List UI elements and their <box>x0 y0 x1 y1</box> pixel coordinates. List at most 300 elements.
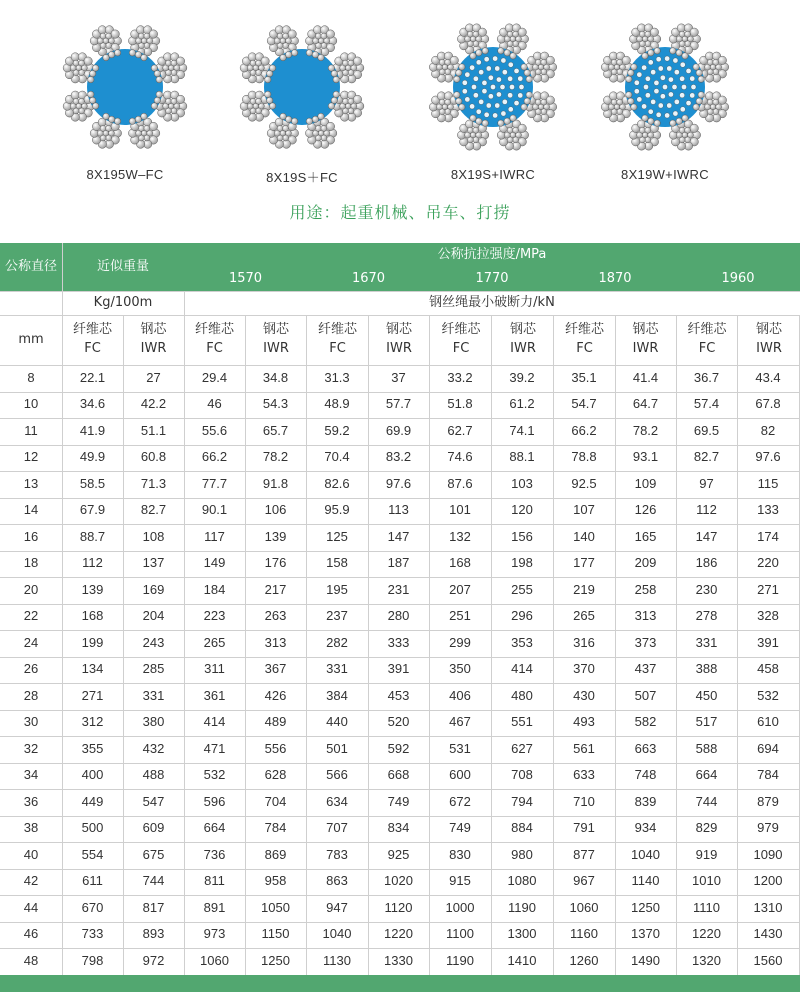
core-wire <box>645 93 650 98</box>
core-wire <box>643 84 648 89</box>
value-cell: 67.9 <box>79 502 106 518</box>
value-cell: 672 <box>449 793 471 809</box>
wire <box>526 76 532 82</box>
wire <box>253 65 259 71</box>
value-cell: 588 <box>695 740 718 756</box>
wire <box>291 50 297 56</box>
value-cell: 83.2 <box>385 449 412 465</box>
value-cell: 34.8 <box>262 369 289 385</box>
header-mm: mm <box>18 331 44 347</box>
value-cell: 312 <box>81 714 104 730</box>
column-divider <box>737 315 738 975</box>
core-wire <box>674 99 679 104</box>
fiber-core-label: 纤维芯 <box>72 322 112 338</box>
diameter-cell: 12 <box>23 449 39 465</box>
wire <box>103 130 109 136</box>
core-wire <box>637 72 642 77</box>
wire <box>280 113 286 119</box>
core-wire <box>642 65 647 70</box>
core-wire <box>634 80 639 85</box>
diameter-cell: 8 <box>27 369 35 385</box>
wire <box>454 92 460 98</box>
wire <box>622 56 630 64</box>
table-row <box>0 895 800 922</box>
wire <box>614 64 620 70</box>
value-cell: 31.3 <box>324 369 350 385</box>
value-cell: 520 <box>387 714 410 730</box>
wire <box>114 118 120 124</box>
wire <box>135 116 141 122</box>
wire <box>470 53 476 59</box>
value-cell: 199 <box>81 634 104 650</box>
value-cell: 91.8 <box>262 475 289 491</box>
core <box>87 49 163 125</box>
value-cell: 156 <box>511 528 533 544</box>
diameter-cell: 40 <box>23 846 39 862</box>
value-cell: 430 <box>573 687 595 703</box>
wire <box>156 76 162 82</box>
wire <box>510 53 516 59</box>
column-divider <box>491 315 492 975</box>
fiber-core-code: FC <box>452 341 470 356</box>
value-cell: 561 <box>573 740 595 756</box>
diameter-cell: 10 <box>23 396 39 412</box>
wire <box>459 64 465 70</box>
rope-8x19s-fc <box>222 12 382 192</box>
row-divider <box>0 895 800 896</box>
steel-core-code: IWR <box>632 341 659 356</box>
rope-8x19w-iwrc <box>585 12 745 192</box>
header-fiber-core <box>430 315 492 365</box>
value-cell: 1080 <box>507 873 537 889</box>
diameter-cell: 44 <box>23 899 39 915</box>
value-cell: 744 <box>142 873 165 889</box>
value-cell: 566 <box>326 767 348 783</box>
value-cell: 101 <box>449 502 471 518</box>
wire <box>345 65 351 71</box>
wire <box>141 38 147 44</box>
value-cell: 230 <box>695 581 718 597</box>
value-cell: 749 <box>387 793 410 809</box>
value-cell: 97.6 <box>385 475 412 491</box>
value-cell: 43.4 <box>755 369 781 385</box>
steel-core-label: 钢芯 <box>262 322 289 338</box>
value-cell: 33.2 <box>447 369 473 385</box>
wire <box>442 104 448 110</box>
value-cell: 551 <box>511 714 533 730</box>
row-divider <box>0 683 800 684</box>
value-cell: 36.7 <box>693 369 720 385</box>
value-cell: 22.1 <box>79 369 106 385</box>
diameter-cell: 46 <box>23 926 39 942</box>
fiber-core-label: 纤维芯 <box>194 322 234 338</box>
value-cell: 480 <box>511 687 533 703</box>
value-cell: 70.4 <box>324 449 350 465</box>
value-cell: 61.2 <box>509 396 535 412</box>
value-cell: 1560 <box>753 952 783 968</box>
core-wire <box>486 103 491 108</box>
value-cell: 972 <box>142 952 165 968</box>
core-wire <box>465 72 470 77</box>
value-cell: 784 <box>264 820 287 836</box>
table-row <box>0 577 800 604</box>
wire <box>84 57 92 65</box>
column-divider <box>123 315 124 975</box>
value-cell: 817 <box>142 899 165 915</box>
core-wire <box>495 103 500 108</box>
wire <box>690 124 698 132</box>
value-cell: 66.2 <box>201 449 228 465</box>
value-cell: 1220 <box>384 926 413 942</box>
wire <box>476 50 482 56</box>
core-wire <box>642 104 647 109</box>
header-fiber-core <box>554 315 615 365</box>
value-cell: 532 <box>757 687 779 703</box>
row-divider <box>0 630 800 631</box>
header-strength-group <box>184 243 800 291</box>
wire <box>141 54 147 60</box>
core-wire <box>482 89 487 94</box>
wire <box>524 70 530 76</box>
column-divider <box>184 291 185 315</box>
wire <box>470 115 476 121</box>
value-cell: 493 <box>573 714 595 730</box>
value-cell: 62.7 <box>447 422 473 438</box>
value-cell: 350 <box>449 661 471 677</box>
row-divider <box>0 657 800 658</box>
value-cell: 391 <box>387 661 410 677</box>
rope-label: 8X19S＋FC <box>266 170 338 185</box>
value-cell: 450 <box>695 687 718 703</box>
value-cell: 219 <box>573 581 595 597</box>
table-row <box>0 736 800 763</box>
core-wire <box>473 76 478 81</box>
value-cell: 69.9 <box>385 422 412 438</box>
fiber-core-label: 纤维芯 <box>441 322 481 338</box>
rope-label: 8X19W+IWRC <box>621 167 709 182</box>
rope-cross-section-icon <box>418 12 568 162</box>
value-cell: 158 <box>326 555 348 571</box>
value-cell: 115 <box>757 475 779 491</box>
wire <box>470 132 476 138</box>
wire <box>526 92 532 98</box>
header-divider <box>0 291 800 292</box>
diameter-cell: 18 <box>23 555 39 571</box>
value-cell: 217 <box>264 581 287 597</box>
value-cell: 1260 <box>569 952 599 968</box>
fiber-core-code: FC <box>84 341 101 356</box>
value-cell: 748 <box>634 767 657 783</box>
value-cell: 934 <box>634 820 657 836</box>
wire <box>76 65 82 71</box>
core-wire <box>648 109 653 114</box>
wire <box>626 76 632 82</box>
value-cell: 255 <box>511 581 533 597</box>
value-cell: 237 <box>326 608 348 624</box>
value-cell: 27 <box>146 369 161 385</box>
wire <box>524 98 530 104</box>
value-cell: 664 <box>203 820 226 836</box>
value-cell: 980 <box>511 846 533 862</box>
wire <box>482 120 488 126</box>
value-cell: 830 <box>449 846 471 862</box>
table-row <box>0 657 800 684</box>
value-cell: 471 <box>203 740 226 756</box>
grade-1570: 1570 <box>228 270 263 286</box>
value-cell: 1160 <box>570 926 598 942</box>
row-divider <box>0 392 800 393</box>
value-cell: 794 <box>511 793 533 809</box>
table-row <box>0 816 800 843</box>
value-cell: 41.4 <box>632 369 659 385</box>
value-cell: 707 <box>326 820 348 836</box>
value-cell: 106 <box>264 502 287 518</box>
wire <box>149 122 157 130</box>
value-cell: 554 <box>81 846 104 862</box>
core-wire <box>654 80 659 85</box>
value-cell: 71.3 <box>140 475 167 491</box>
value-cell: 108 <box>142 528 165 544</box>
wire <box>518 28 526 36</box>
row-divider <box>0 551 800 552</box>
core-wire <box>484 57 489 62</box>
wire <box>510 132 516 138</box>
wire <box>318 54 324 60</box>
value-cell: 66.2 <box>571 422 597 438</box>
value-cell: 1020 <box>384 873 413 889</box>
value-cell: 1330 <box>384 952 413 968</box>
value-cell: 282 <box>326 634 348 650</box>
value-cell: 51.1 <box>140 422 167 438</box>
value-cell: 432 <box>142 740 165 756</box>
wire <box>538 64 544 70</box>
wire <box>682 115 688 121</box>
value-cell: 834 <box>387 820 410 836</box>
value-cell: 1190 <box>508 899 536 915</box>
rope-label: 8X195W–FC <box>86 167 164 182</box>
core-wire <box>665 113 670 118</box>
value-cell: 798 <box>81 952 104 968</box>
value-cell: 467 <box>449 714 471 730</box>
value-cell: 675 <box>142 846 165 862</box>
core-wire <box>645 76 650 81</box>
value-cell: 198 <box>511 555 533 571</box>
value-cell: 139 <box>81 581 104 597</box>
grade-row <box>184 267 800 291</box>
value-cell: 744 <box>695 793 718 809</box>
value-cell: 1140 <box>631 873 660 889</box>
value-cell: 1220 <box>692 926 721 942</box>
value-cell: 915 <box>449 873 471 889</box>
fiber-core-code: FC <box>698 341 716 356</box>
core-wire <box>637 97 642 102</box>
row-divider <box>0 445 800 446</box>
value-cell: 1130 <box>323 952 351 968</box>
wire <box>306 118 312 124</box>
value-cell: 209 <box>634 555 657 571</box>
grade-1960: 1960 <box>721 270 755 286</box>
wire <box>696 98 702 104</box>
steel-core-label: 钢芯 <box>385 322 412 338</box>
value-cell: 174 <box>757 528 779 544</box>
wire <box>476 118 482 124</box>
wire <box>176 95 184 103</box>
value-cell: 93.1 <box>632 449 659 465</box>
header-steel-core <box>368 315 430 365</box>
core-wire <box>476 60 481 65</box>
value-cell: 78.2 <box>262 449 289 465</box>
grade-1770: 1770 <box>475 270 509 286</box>
wire <box>682 132 688 138</box>
value-cell: 263 <box>264 608 287 624</box>
value-cell: 328 <box>757 608 779 624</box>
wire <box>510 36 516 42</box>
core-wire <box>484 112 489 117</box>
wire <box>631 104 637 110</box>
table-row <box>0 471 800 498</box>
value-cell: 48.9 <box>324 396 350 412</box>
value-cell: 39.2 <box>509 369 535 385</box>
diameter-cell: 11 <box>24 422 38 438</box>
value-cell: 57.7 <box>385 396 412 412</box>
value-cell: 299 <box>449 634 471 650</box>
header-steel-core <box>245 315 307 365</box>
core-wire <box>490 84 495 89</box>
wire <box>168 103 174 109</box>
table-row <box>0 418 800 445</box>
value-cell: 97 <box>699 475 714 491</box>
spec-table <box>0 243 800 975</box>
value-cell: 223 <box>203 608 226 624</box>
core-wire <box>482 80 487 85</box>
core-wire <box>674 70 679 75</box>
value-cell: 361 <box>203 687 226 703</box>
value-cell: 195 <box>326 581 348 597</box>
wire <box>654 120 660 126</box>
wire <box>650 28 658 36</box>
header-fiber-core <box>184 315 245 365</box>
value-cell: 458 <box>757 661 779 677</box>
header-steel-core <box>492 315 554 365</box>
core-wire <box>658 103 663 108</box>
wire <box>345 103 351 109</box>
value-cell: 531 <box>449 740 471 756</box>
wire <box>456 98 462 104</box>
value-cell: 1190 <box>446 952 474 968</box>
value-cell: 839 <box>634 793 657 809</box>
value-cell: 132 <box>449 528 471 544</box>
column-divider <box>245 315 246 975</box>
core-wire <box>680 93 685 98</box>
table-row <box>0 445 800 472</box>
header-steel-core <box>738 315 800 365</box>
row-divider <box>0 763 800 764</box>
wire <box>478 28 486 36</box>
diameter-cell: 48 <box>23 952 39 968</box>
blank-cell <box>0 291 62 315</box>
value-cell: 811 <box>204 873 225 889</box>
wire <box>103 113 109 119</box>
wire <box>670 120 676 126</box>
core-wire <box>462 80 467 85</box>
core-wire <box>686 68 691 73</box>
value-cell: 668 <box>387 767 410 783</box>
row-divider <box>0 365 800 366</box>
value-cell: 1250 <box>631 899 660 915</box>
value-cell: 296 <box>511 608 533 624</box>
value-cell: 271 <box>757 581 779 597</box>
wire <box>266 97 272 103</box>
wire <box>261 57 269 65</box>
fiber-core-label: 纤维芯 <box>564 322 604 338</box>
core-wire <box>479 70 484 75</box>
value-cell: 133 <box>757 502 779 518</box>
value-cell: 58.5 <box>79 475 106 491</box>
value-cell: 311 <box>204 661 225 677</box>
wire <box>92 65 98 71</box>
wire <box>710 64 716 70</box>
value-cell: 367 <box>264 661 287 677</box>
core-wire <box>509 84 514 89</box>
value-cell: 117 <box>204 528 225 544</box>
table-row <box>0 683 800 710</box>
usage-caption: 用途：起重机械、吊车、打捞 <box>289 203 511 222</box>
value-cell: 265 <box>573 608 595 624</box>
diameter-cell: 16 <box>23 528 39 544</box>
value-cell: 147 <box>387 528 410 544</box>
value-cell: 1490 <box>631 952 660 968</box>
core-wire <box>465 97 470 102</box>
value-cell: 78.8 <box>571 449 597 465</box>
value-cell: 112 <box>696 502 717 518</box>
value-cell: 271 <box>81 687 104 703</box>
core <box>264 49 340 125</box>
value-cell: 57.4 <box>693 396 720 412</box>
value-cell: 710 <box>573 793 595 809</box>
row-divider <box>0 577 800 578</box>
value-cell: 64.7 <box>632 396 659 412</box>
table-row <box>0 789 800 816</box>
rope-label: 8X19S+IWRC <box>450 167 536 182</box>
wire <box>510 115 516 121</box>
column-divider <box>306 315 307 975</box>
value-cell: 90.1 <box>201 502 228 518</box>
wire <box>718 56 726 64</box>
core-wire <box>662 84 667 89</box>
value-cell: 204 <box>142 608 165 624</box>
wire <box>156 91 162 97</box>
column-divider <box>615 315 616 975</box>
wire <box>648 118 654 124</box>
value-cell: 1060 <box>569 899 599 915</box>
value-cell: 370 <box>573 661 595 677</box>
value-cell: 609 <box>142 820 165 836</box>
wire <box>676 118 682 124</box>
value-cell: 426 <box>264 687 287 703</box>
core-wire <box>651 70 656 75</box>
core-wire <box>476 109 481 114</box>
wire <box>333 91 339 97</box>
value-cell: 1060 <box>200 952 229 968</box>
diameter-cell: 20 <box>23 581 39 597</box>
wire <box>154 70 160 76</box>
column-divider <box>62 243 63 975</box>
value-cell: 37 <box>391 369 406 385</box>
core-wire <box>508 93 513 98</box>
wire <box>176 57 184 65</box>
value-cell: 140 <box>573 528 595 544</box>
wire <box>456 70 462 76</box>
